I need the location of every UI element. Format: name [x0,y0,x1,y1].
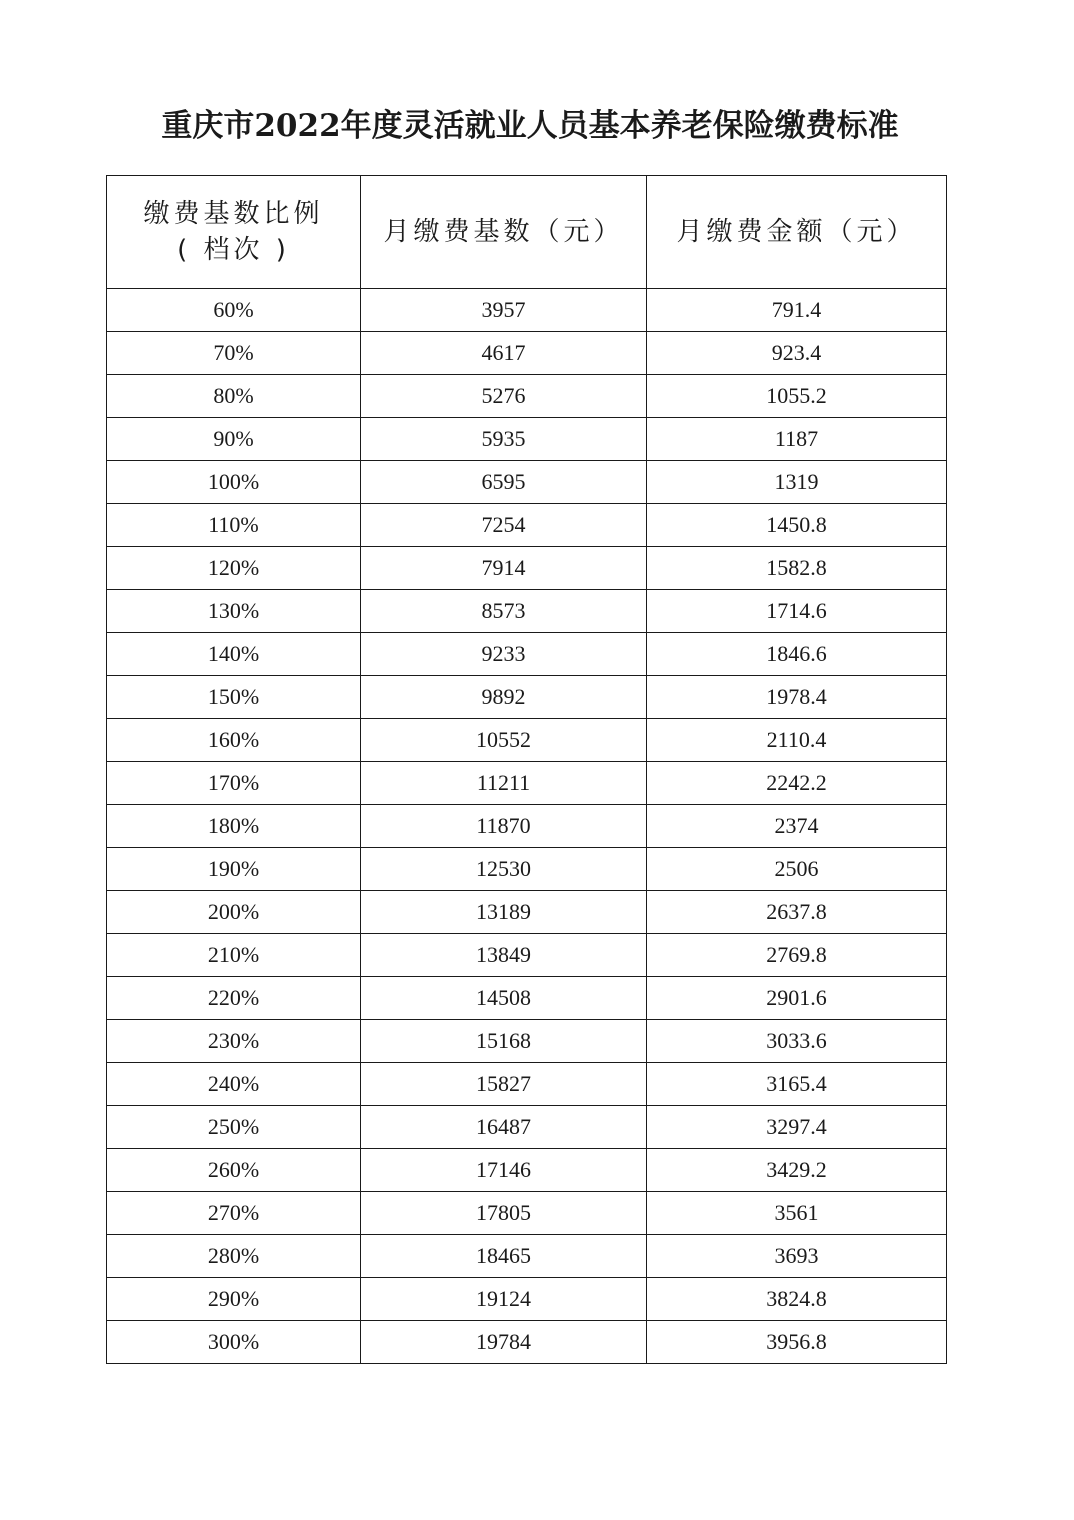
cell-monthly-amount: 1187 [647,418,947,461]
cell-monthly-base: 10552 [361,719,647,762]
cell-monthly-base: 7914 [361,547,647,590]
cell-monthly-amount: 3561 [647,1192,947,1235]
cell-ratio: 270% [107,1192,361,1235]
table-row [107,977,947,1020]
cell-ratio: 240% [107,1063,361,1106]
table-row [107,1278,947,1321]
table-row [107,891,947,934]
cell-monthly-base: 17146 [361,1149,647,1192]
cell-monthly-base: 19124 [361,1278,647,1321]
cell-monthly-amount: 1846.6 [647,633,947,676]
table-row [107,805,947,848]
table-row [107,1321,947,1364]
table-row [107,633,947,676]
cell-monthly-amount: 2110.4 [647,719,947,762]
cell-monthly-amount: 1450.8 [647,504,947,547]
cell-monthly-base: 6595 [361,461,647,504]
table-row [107,1235,947,1278]
table-row [107,719,947,762]
cell-monthly-amount: 3165.4 [647,1063,947,1106]
cell-monthly-amount: 2769.8 [647,934,947,977]
cell-monthly-base: 18465 [361,1235,647,1278]
table-row [107,461,947,504]
cell-monthly-base: 15827 [361,1063,647,1106]
table-row [107,1149,947,1192]
cell-ratio: 260% [107,1149,361,1192]
cell-ratio: 70% [107,332,361,375]
cell-monthly-base: 5276 [361,375,647,418]
table-row [107,1192,947,1235]
header-ratio-line2: ( 档次 ) [177,235,290,265]
cell-ratio: 110% [107,504,361,547]
cell-ratio: 180% [107,805,361,848]
cell-monthly-amount: 3297.4 [647,1106,947,1149]
cell-ratio: 60% [107,289,361,332]
cell-ratio: 290% [107,1278,361,1321]
header-ratio-line1: 缴费基数比例 [143,199,324,229]
cell-monthly-amount: 1978.4 [647,676,947,719]
cell-ratio: 150% [107,676,361,719]
cell-monthly-base: 17805 [361,1192,647,1235]
table-row [107,590,947,633]
cell-ratio: 140% [107,633,361,676]
cell-monthly-amount: 923.4 [647,332,947,375]
cell-ratio: 220% [107,977,361,1020]
cell-ratio: 280% [107,1235,361,1278]
cell-ratio: 190% [107,848,361,891]
cell-ratio: 120% [107,547,361,590]
table-row [107,1020,947,1063]
cell-monthly-amount: 3956.8 [647,1321,947,1364]
table-row [107,375,947,418]
cell-ratio: 210% [107,934,361,977]
cell-ratio: 130% [107,590,361,633]
cell-monthly-base: 5935 [361,418,647,461]
cell-monthly-base: 3957 [361,289,647,332]
table-row [107,676,947,719]
cell-monthly-amount: 1582.8 [647,547,947,590]
cell-monthly-base: 16487 [361,1106,647,1149]
cell-monthly-amount: 3693 [647,1235,947,1278]
header-monthly-amount: 月缴费金额（元） [647,176,947,289]
cell-ratio: 100% [107,461,361,504]
cell-monthly-base: 9892 [361,676,647,719]
contribution-standard-table [106,175,947,1364]
cell-ratio: 230% [107,1020,361,1063]
table-row [107,547,947,590]
cell-ratio: 300% [107,1321,361,1364]
cell-monthly-base: 9233 [361,633,647,676]
cell-monthly-amount: 1714.6 [647,590,947,633]
cell-monthly-amount: 2637.8 [647,891,947,934]
cell-monthly-amount: 3824.8 [647,1278,947,1321]
table-row [107,762,947,805]
cell-monthly-amount: 2374 [647,805,947,848]
table-row [107,1063,947,1106]
cell-monthly-amount: 3429.2 [647,1149,947,1192]
table-row [107,289,947,332]
table-row [107,848,947,891]
table-header-row [107,176,947,289]
cell-ratio: 80% [107,375,361,418]
table-row [107,1106,947,1149]
cell-monthly-base: 15168 [361,1020,647,1063]
cell-ratio: 160% [107,719,361,762]
cell-monthly-amount: 2506 [647,848,947,891]
cell-ratio: 250% [107,1106,361,1149]
cell-monthly-amount: 3033.6 [647,1020,947,1063]
cell-monthly-amount: 791.4 [647,289,947,332]
cell-monthly-base: 13189 [361,891,647,934]
cell-monthly-base: 8573 [361,590,647,633]
cell-monthly-base: 11211 [361,762,647,805]
cell-ratio: 200% [107,891,361,934]
cell-monthly-base: 13849 [361,934,647,977]
table-row [107,504,947,547]
cell-monthly-base: 7254 [361,504,647,547]
table-row [107,934,947,977]
cell-monthly-base: 14508 [361,977,647,1020]
page-title: 重庆市2022年度灵活就业人员基本养老保险缴费标准 [161,108,899,144]
cell-monthly-amount: 2901.6 [647,977,947,1020]
cell-ratio: 170% [107,762,361,805]
cell-monthly-base: 12530 [361,848,647,891]
header-monthly-base: 月缴费基数（元） [361,176,647,289]
table-row [107,418,947,461]
cell-monthly-amount: 1055.2 [647,375,947,418]
cell-monthly-amount: 2242.2 [647,762,947,805]
cell-monthly-base: 11870 [361,805,647,848]
cell-monthly-base: 19784 [361,1321,647,1364]
header-ratio [107,176,361,289]
table-row [107,332,947,375]
cell-monthly-amount: 1319 [647,461,947,504]
cell-ratio: 90% [107,418,361,461]
cell-monthly-base: 4617 [361,332,647,375]
